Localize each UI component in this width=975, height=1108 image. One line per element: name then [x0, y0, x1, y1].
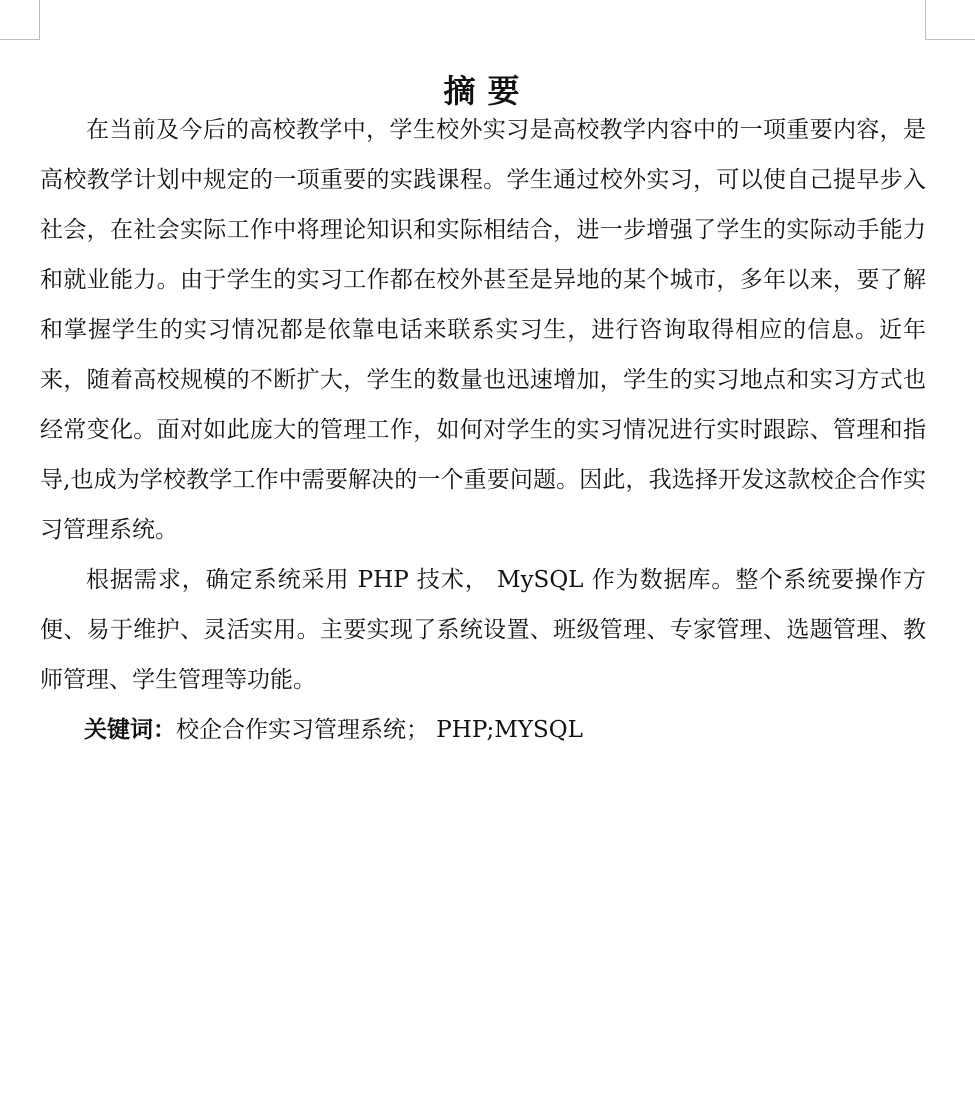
crop-mark-top-right-vertical — [925, 0, 926, 39]
abstract-paragraph-1: 在当前及今后的高校教学中，学生校外实习是高校教学内容中的一项重要内容，是高校教学计划中规定的一项重要的实践课程。学生通过校外实习，可以使自己提早步入社会，在社会实际工作中将理论知识和实际相结合，进一步增强了学生的实际动手能力和就业能力。由于学生的实习工作都在校外甚至是异地的某个城市，多年以来，要了解和掌握学生的实习情况都是依靠电话来联系实习生，进行咨询取得相应的信息。近年来，随着高校规模的不断扩大，学生的数量也迅速增加，学生的实习地点和实习方式也经常变化。面对如此庞大的管理工作，如何对学生的实习情况进行实时跟踪、管理和指导,也成为学校教学工作中需要解决的一个重要问题。因此，我选择开发这款校企合作实习管理系统。 — [40, 117, 926, 543]
page-title: 摘要 — [443, 72, 532, 111]
keywords-line — [40, 705, 926, 755]
crop-mark-top-left-vertical — [39, 0, 40, 39]
crop-mark-top-right-horizontal — [925, 39, 975, 40]
crop-mark-top-left-horizontal — [0, 39, 40, 40]
abstract-paragraph-2: 根据需求，确定系统采用 PHP 技术， MySQL 作为数据库。整个系统要操作方便、易于维护、灵活实用。主要实现了系统设置、班级管理、专家管理、选题管理、教师管理、学生管理等功能。 — [40, 567, 926, 693]
abstract-body — [40, 105, 926, 755]
keywords-value: 校企合作实习管理系统； PHP;MYSQL — [176, 717, 583, 743]
keywords-label: 关键词： — [84, 716, 176, 743]
